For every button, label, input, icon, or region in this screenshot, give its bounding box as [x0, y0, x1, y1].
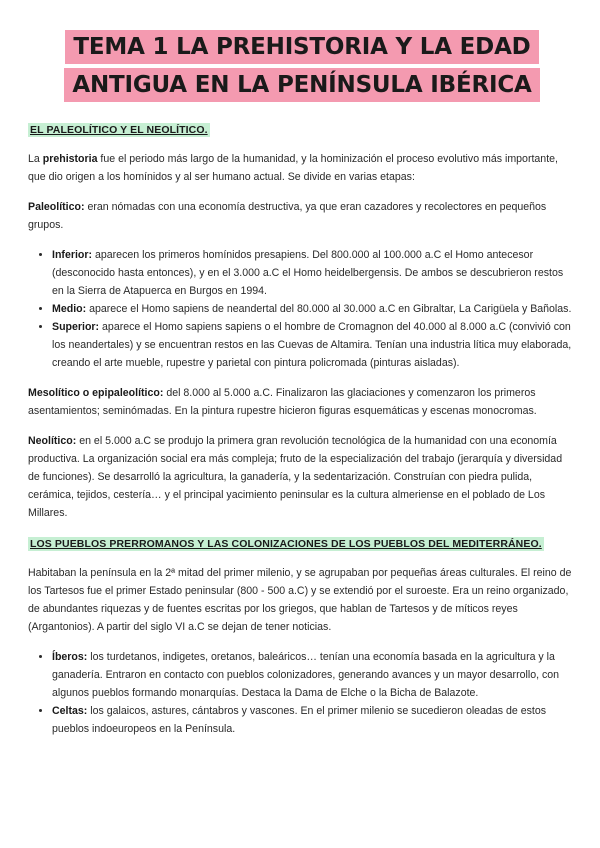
title-line-1: TEMA 1 LA PREHISTORIA Y LA EDAD — [65, 30, 538, 64]
section-heading-pueblos: LOS PUEBLOS PRERROMANOS Y LAS COLONIZACIONES DE LOS PUEBLOS DEL MEDITERRÁNEO. — [30, 538, 542, 550]
paleolitico-label: Paleolítico: — [28, 201, 85, 213]
document-page — [28, 30, 576, 738]
pueblos-list — [28, 648, 576, 738]
list-item: • Íberos: los turdetanos, indigetes, oretanos, baleáricos… tenían una economía basada en la agricultura y la ganadería. Entraron en contacto con pueblos colonizadores, generando avances y un mayor desarrollo, con algunos pueblos formando monarquías. Destaca la Dama de Elche o la Bicha de Balazote. — [52, 648, 576, 702]
title-line-2: ANTIGUA EN LA PENÍNSULA IBÉRICA — [64, 68, 539, 102]
pueblos-intro-paragraph: Habitaban la península en la 2ª mitad del primer milenio, y se agrupaban por pequeñas áreas culturales. El reino de los Tartesos fue el primer Estado peninsular (800 - 500 a.C) y se extendió por el suroeste. Era un reino organizado, de abundantes riquezas y de fuentes escritas por los griegos, que hablan de Tartesos y de míticos reyes (Argantonios). A partir del siglo VI a.C se dejan de tener noticias. — [28, 567, 572, 633]
page-title — [28, 30, 576, 106]
neolitico-paragraph: Neolítico: en el 5.000 a.C se produjo la primera gran revolución tecnológica de la humanidad con una economía productiva. La organización social era más compleja; fruto de la especialización del trabajo (jerarquía y diversidad de funciones). Se desarrolló la agricultura, la ganadería, y la sedentarización. Construían con piedra pulida, cerámica, tejidos, cestería… y el principal yacimiento peninsular es la cultura almeriense en el poblado de Los Millares. — [28, 435, 563, 519]
list-item: • Superior: aparece el Homo sapiens sapiens o el hombre de Cromagnon del 40.000 al 8.000 a.C (convivió con los neandertales) y se encuentran restos en las Cuevas de Altamira. Tenían una industria lítica muy elaborada, creando el arte mueble, rupestre y parietal con pintura policromada (pinturas aisladas). — [52, 318, 576, 372]
prehistoria-term: prehistoria — [42, 153, 98, 165]
neolitico-label: Neolítico: — [28, 435, 77, 447]
paleolitico-list — [28, 246, 576, 372]
paleolitico-paragraph: Paleolítico: eran nómadas con una economía destructiva, ya que eran cazadores y recolectores en pequeños grupos. — [28, 201, 547, 231]
mesolitico-paragraph: Mesolítico o epipaleolítico: del 8.000 al 5.000 a.C. Finalizaron las glaciaciones y comenzaron los primeros asentamientos; seminómadas. En la pintura rupestre hicieron figuras esquemáticas y escenas monocromas. — [28, 387, 537, 417]
list-item: • Inferior: aparecen los primeros homínidos presapiens. Del 800.000 al 100.000 a.C el Homo antecesor (desconocido hasta entonces), y en el 3.000 a.C el Homo heidelbergensis. De ambos se descubrieron restos en la Sierra de Atapuerca en Burgos en 1994. — [52, 246, 576, 300]
section-heading-paleolitico: EL PALEOLÍTICO Y EL NEOLÍTICO. — [30, 124, 208, 136]
list-item: • Celtas: los galaicos, astures, cántabros y vascones. En el primer milenio se sucedieron oleadas de estos pueblos indoeuropeos en la Península. — [52, 702, 576, 738]
list-item: • Medio: aparece el Homo sapiens de neandertal del 80.000 al 30.000 a.C en Gibraltar, La Carigüela y Bañolas. — [52, 300, 576, 318]
mesolitico-label: Mesolítico o epipaleolítico: — [28, 387, 164, 399]
intro-paragraph: La prehistoria fue el periodo más largo de la humanidad, y la hominización el proceso evolutivo más importante, que dio origen a los homínidos y al ser humano actual. Se divide en varias etapas: — [28, 153, 558, 183]
